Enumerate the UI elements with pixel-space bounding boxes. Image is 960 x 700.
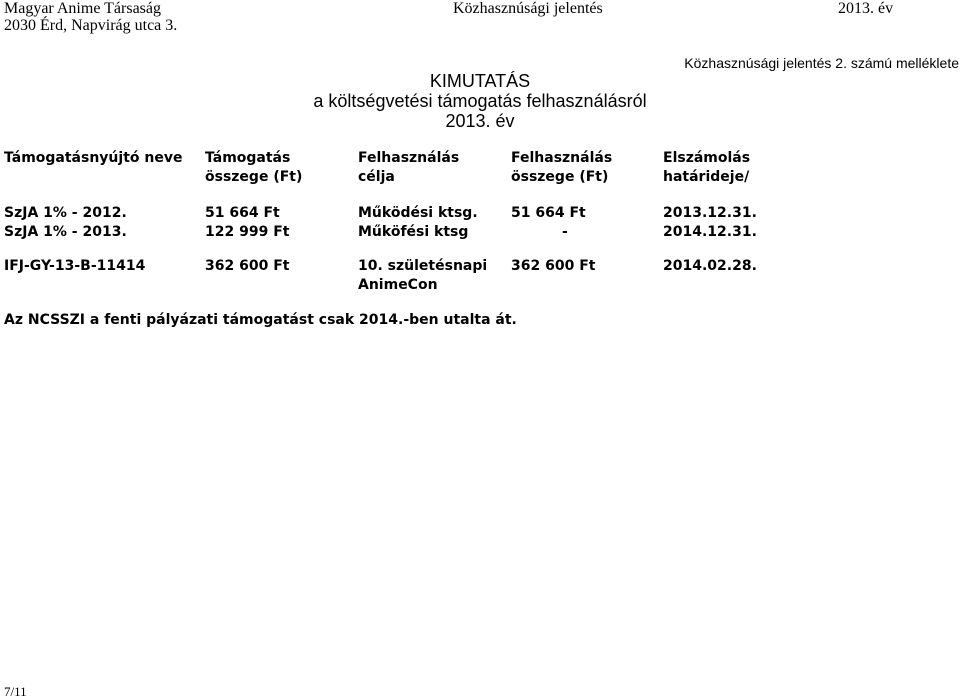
row-purpose-continued: AnimeCon: [358, 277, 438, 293]
row-deadline: 2014.02.28.: [663, 258, 757, 274]
column-header-deadline: Elszámolás határideje/: [663, 150, 751, 185]
column-header-amount: Támogatás összege (Ft): [205, 150, 303, 185]
column-header-purpose: Felhasználás célja: [358, 150, 460, 185]
column-header-used-amount: Felhasználás összege (Ft): [511, 150, 613, 185]
row-provider: SzJA 1% - 2013.: [4, 224, 127, 240]
row-deadline: 2014.12.31.: [663, 224, 757, 240]
row-amount: 122 999 Ft: [205, 224, 290, 240]
row-deadline: 2013.12.31.: [663, 205, 757, 221]
row-purpose: 10. születésnapi: [358, 258, 488, 274]
column-header-provider: Támogatásnyújtó neve: [4, 150, 183, 166]
header-organization: Magyar Anime Társaság: [4, 0, 161, 17]
row-amount: 51 664 Ft: [205, 205, 280, 221]
header-address: 2030 Érd, Napvirág utca 3.: [4, 17, 178, 34]
row-provider: SzJA 1% - 2012.: [4, 205, 127, 221]
report-year: 2013. év: [445, 111, 515, 131]
row-purpose: Műköfési ktsg: [358, 224, 469, 240]
row-amount: 362 600 Ft: [205, 258, 290, 274]
header-year: 2013. év: [838, 0, 894, 17]
header-document-title: Közhasznúsági jelentés: [453, 0, 603, 17]
row-used-amount: 362 600 Ft: [511, 258, 596, 274]
annex-label: Közhasznúsági jelentés 2. számú melléklete: [684, 55, 959, 71]
page-number: 7/11: [4, 684, 27, 699]
report-subtitle: a költségvetési támogatás felhasználásról: [313, 91, 647, 111]
row-used-amount: -: [562, 224, 568, 240]
row-provider: IFJ-GY-13-B-11414: [4, 258, 146, 274]
report-title: KIMUTATÁS: [429, 71, 531, 91]
row-used-amount: 51 664 Ft: [511, 205, 586, 221]
row-purpose: Működési ktsg.: [358, 205, 478, 221]
footnote: Az NCSSZI a fenti pályázati támogatást csak 2014.-ben utalta át.: [4, 312, 517, 328]
